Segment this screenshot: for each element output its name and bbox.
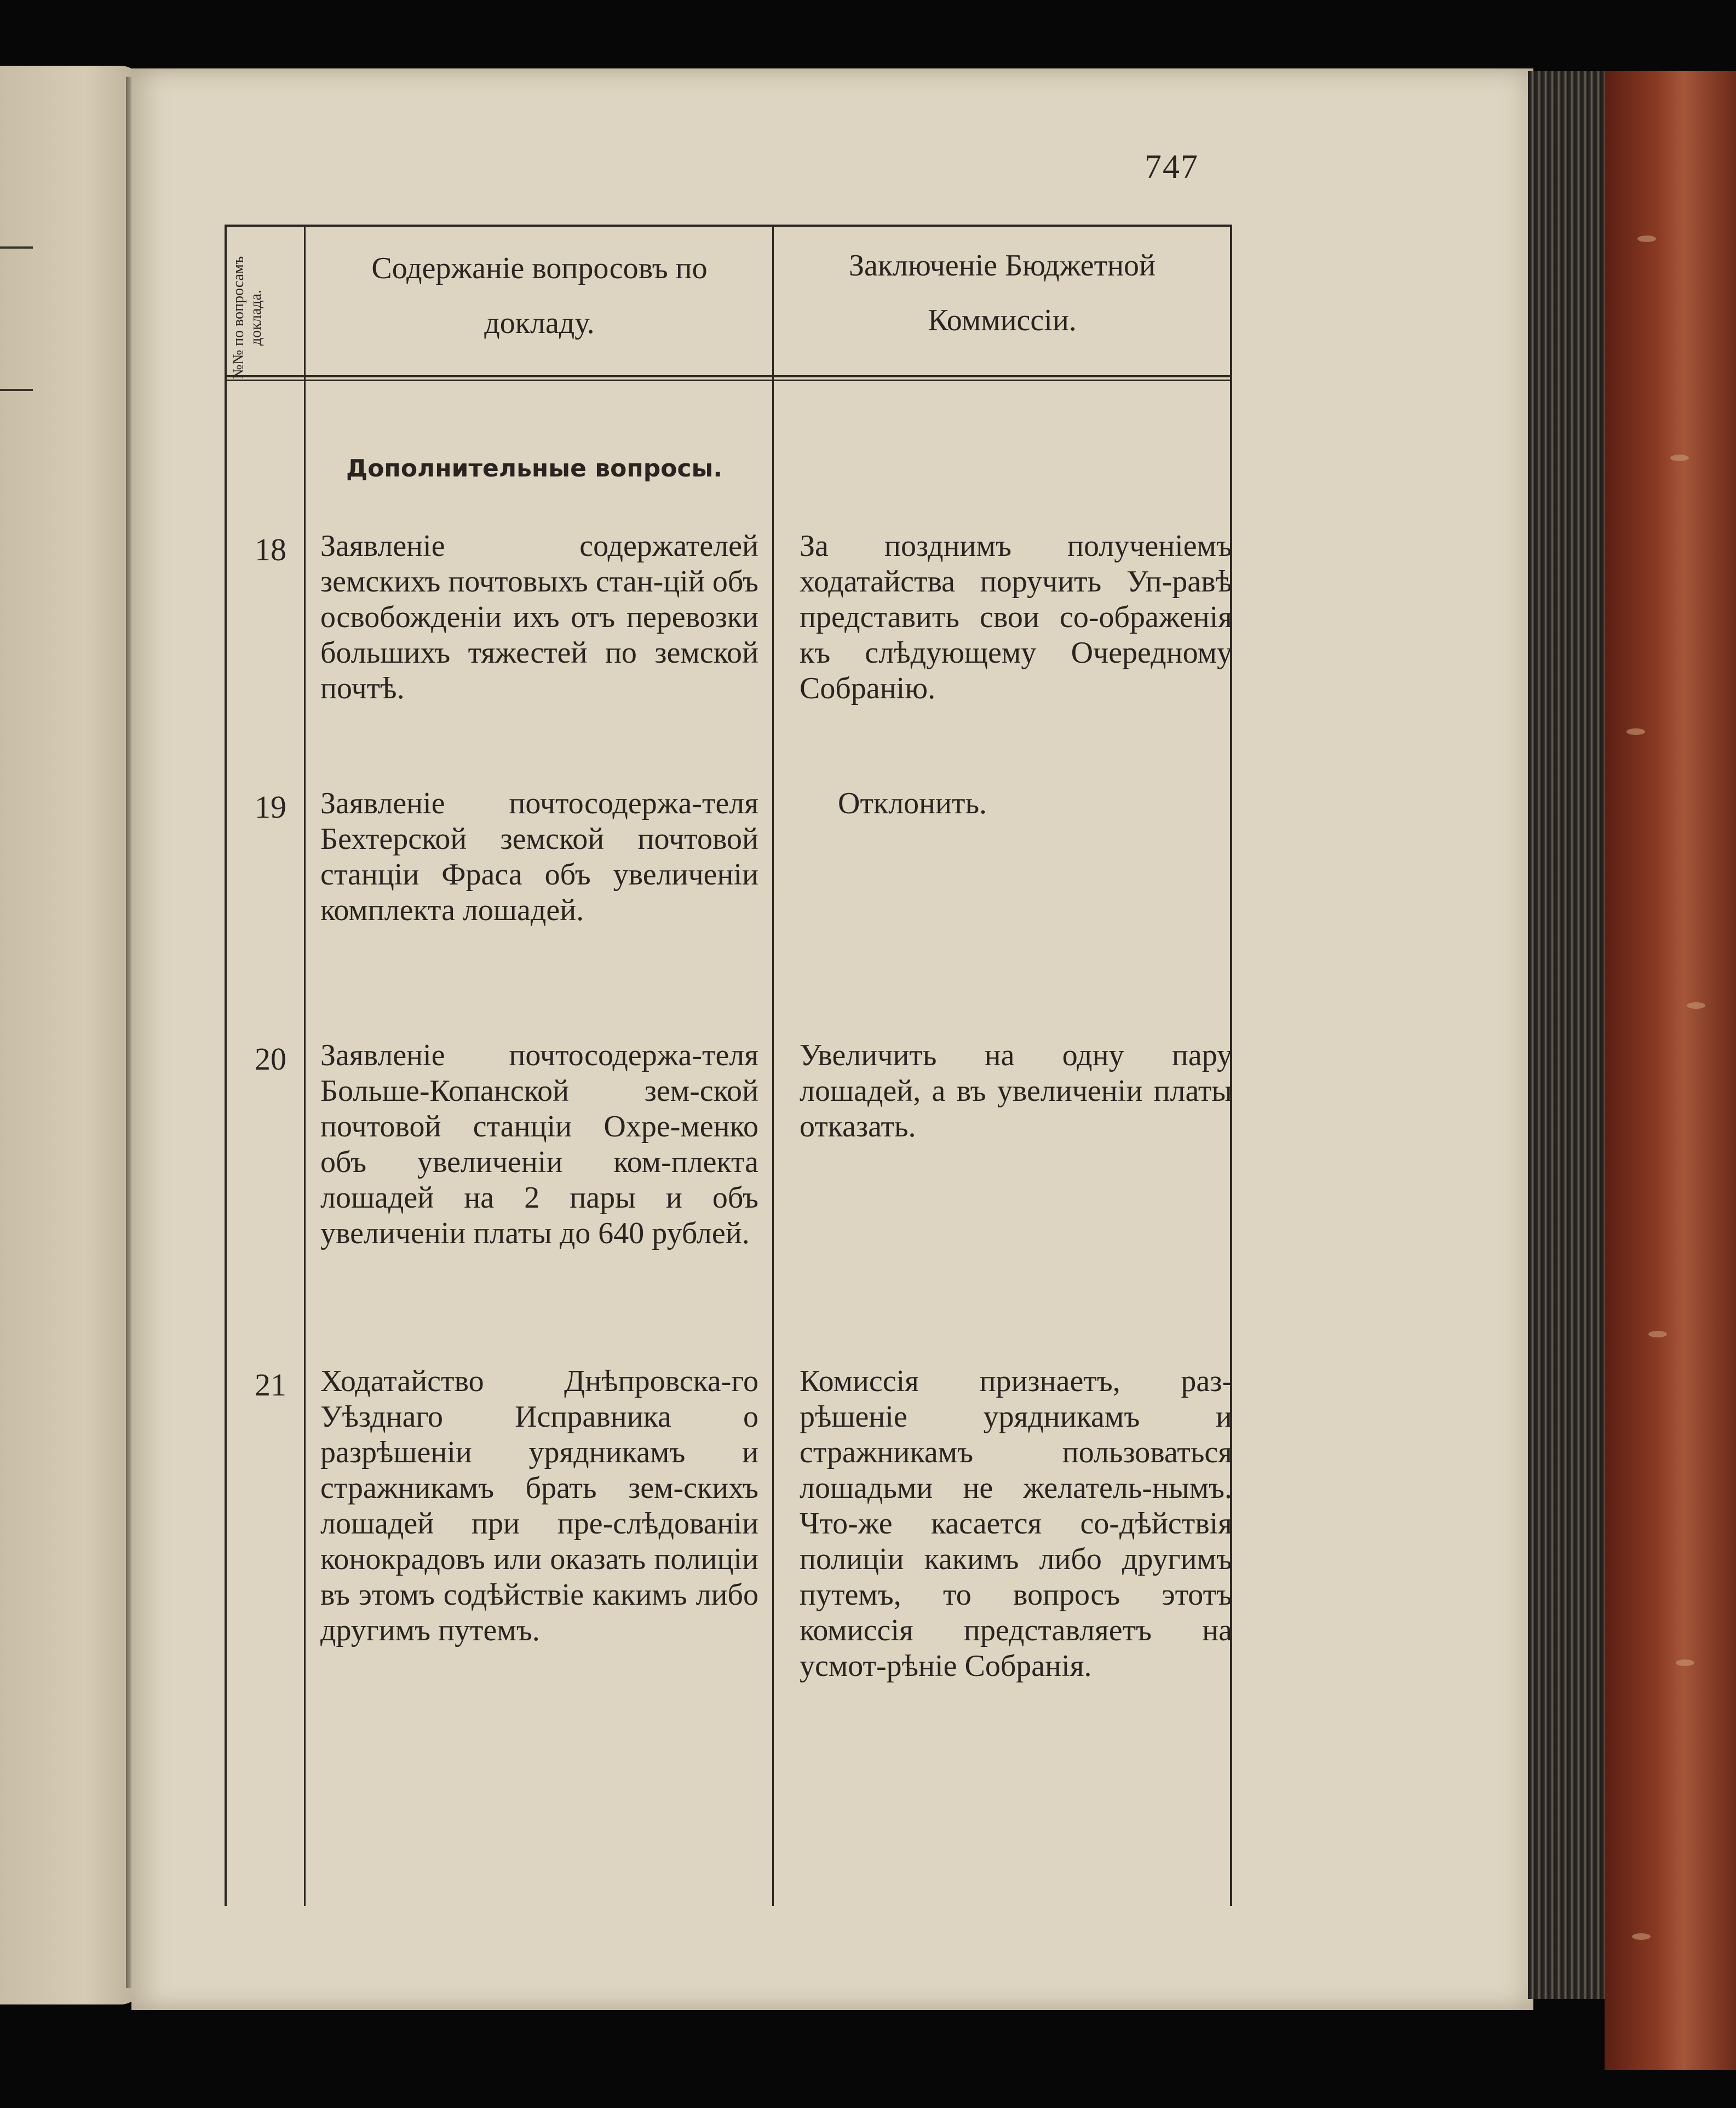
row-conclusion: Увеличить на одну пару лошадей, а въ увеличеніи платы отказать. — [800, 1038, 1232, 1144]
header-conclusion-column — [778, 238, 1227, 348]
row-number: 18 — [255, 532, 286, 567]
left-page-rule — [0, 389, 33, 391]
header-content-line1: Содержаніе вопросовъ по — [371, 251, 708, 285]
row-question: Ходатайство Днѣпровска-го Уѣзднаго Исправника о разрѣшеніи урядникамъ и стражникамъ брать зем-скихъ лошадей при пре-слѣдованіи конокрадовъ или оказать полиціи въ этомъ содѣйствіе какимъ либо другимъ путемъ. — [320, 1364, 758, 1647]
header-content-column — [312, 241, 767, 351]
header-number-column — [230, 252, 296, 383]
page-edges — [1528, 71, 1610, 1999]
column-divider — [772, 225, 774, 1906]
table-top-rule — [225, 225, 1232, 227]
report-table — [225, 225, 1232, 1906]
book-cover — [1605, 71, 1736, 2070]
row-number: 19 — [255, 789, 286, 825]
row-question: Заявленіе содержателей земскихъ почтовыхъ стан-цій объ освобожденіи ихъ отъ перевозки большихъ тяжестей по земской почтѣ. — [320, 529, 758, 705]
column-divider — [304, 225, 306, 1906]
header-conclusion-line1: Заключеніе Бюджетной — [848, 249, 1156, 283]
header-rule-double — [225, 380, 1232, 381]
row-number: 20 — [255, 1041, 286, 1077]
header-content-line2: докладу. — [484, 306, 595, 340]
header-rule — [225, 375, 1232, 377]
row-question: Заявленіе почтосодержа-теля Бехтерской земской почтовой станціи Фраса объ увеличеніи комплекта лошадей. — [320, 786, 758, 927]
row-number: 21 — [255, 1367, 286, 1403]
row-conclusion: Комиссія признаетъ, раз-рѣшеніе урядникамъ и стражникамъ пользоваться лошадьми не желатель-нымъ. Что-же касается со-дѣйствія полиціи какимъ либо другимъ путемъ, то вопросъ этотъ комиссія представляетъ на усмот-рѣніе Собранія. — [800, 1364, 1232, 1683]
row-conclusion: За позднимъ полученіемъ ходатайства поручить Уп-равѣ представить свои со-ображенія къ слѣдующему Очередному Собранію. — [800, 529, 1232, 705]
row-question: Заявленіе почтосодержа-теля Больше-Копанской зем-ской почтовой станціи Охре-менко объ увеличеніи ком-плекта лошадей на 2 пары и объ увеличеніи платы до 640 рублей. — [320, 1038, 758, 1250]
header-number-label: №№ по вопросамъ доклада. — [230, 256, 265, 380]
left-page-rule — [0, 246, 33, 249]
section-title: Дополнительные вопросы. — [346, 455, 723, 483]
page-number: 747 — [1145, 148, 1199, 186]
header-conclusion-line2: Коммиссіи. — [928, 303, 1077, 337]
left-page — [0, 66, 142, 2004]
table-left-border — [225, 225, 227, 1906]
row-conclusion: Отклонить. — [838, 786, 987, 820]
